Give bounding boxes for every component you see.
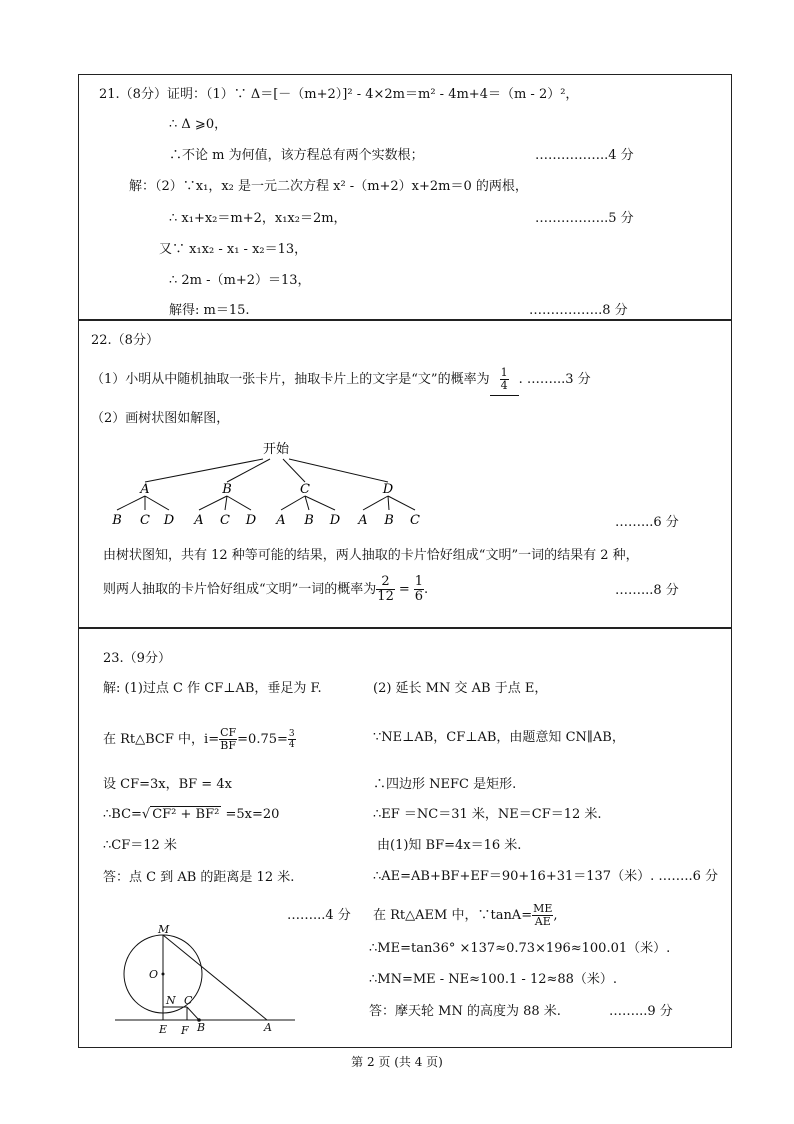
- text: =0.75=: [237, 732, 288, 747]
- q22-part1: [91, 365, 591, 396]
- tree-l1-node: B: [222, 482, 232, 497]
- q23-right-line6: ∴AE=AB+BF+EF＝90+16+31＝137（米）. ……..6 分: [373, 869, 719, 884]
- tree-l2-node: D: [329, 513, 341, 528]
- q22-conclusion-2: [103, 575, 428, 605]
- tree-l2-node: C: [410, 513, 420, 528]
- ratio-fraction: [219, 727, 237, 752]
- text: =5x=20: [221, 807, 280, 822]
- tan-fraction: [532, 903, 553, 928]
- q22-score-8: ……...8 分: [615, 583, 679, 598]
- q22-title: 22.（8分）: [91, 333, 159, 348]
- fraction-numerator: CF: [220, 726, 237, 739]
- tree-root-label: 开始: [262, 442, 290, 457]
- text: 在 Rt△AEM 中，∵tanA=: [373, 908, 533, 923]
- q23-right-line10: 答：摩天轮 MN 的高度为 88 米.: [369, 1004, 561, 1019]
- label-E: E: [159, 1023, 168, 1036]
- text: 在 Rt△BCF 中，i=: [103, 732, 220, 747]
- period: .: [424, 582, 429, 597]
- fraction-numerator: 1: [414, 574, 424, 589]
- label-O: O: [149, 968, 159, 981]
- fraction-denominator: AE: [534, 915, 551, 928]
- fraction-denominator: 12: [377, 589, 394, 604]
- ratio-fraction-simplified: [288, 729, 296, 750]
- text: ,: [553, 908, 558, 923]
- fraction-denominator: 6: [414, 589, 424, 604]
- fraction-numerator: ME: [533, 902, 553, 915]
- sqrt-radicand: CF² + BF²: [152, 807, 220, 822]
- q21-line1: 21.（8分）证明：（1）∵ Δ＝[－（m+2）]² - 4×2m＝m² - 4m+4＝（m - 2）²，: [99, 87, 579, 102]
- q21-score-4: ……………..4 分: [535, 148, 634, 163]
- q22-part1-score: . ……...3 分: [518, 372, 591, 387]
- q22-conclusion-1: 由树状图知，共有 12 种等可能的结果，两人抽取的卡片恰好组成“文明”一词的结果有 2 种，: [103, 548, 639, 563]
- tree-l2-node: C: [140, 513, 150, 528]
- label-M: M: [158, 925, 170, 936]
- q21-line8: 解得: m＝15.: [169, 303, 250, 318]
- q23-left-line1: 解: (1)过点 C 作 CF⊥AB，垂足为 F.: [103, 681, 322, 696]
- tree-l2-node: D: [163, 513, 175, 528]
- q22-score-6: ……...6 分: [615, 515, 679, 530]
- fraction-numerator: 1: [500, 366, 508, 379]
- q21-line5: ∴ x₁+x₂＝m+2，x₁x₂＝2m，: [169, 211, 347, 226]
- tree-l2-node: A: [194, 513, 204, 528]
- tree-l2-node: D: [245, 513, 257, 528]
- tree-l2-node: A: [358, 513, 368, 528]
- q21-line7: ∴ 2m -（m+2）＝13，: [169, 273, 311, 288]
- q21-line4: 解：（2）∵x₁，x₂ 是一元二次方程 x² -（m+2）x+2m＝0 的两根，: [129, 179, 528, 194]
- label-C: C: [184, 994, 193, 1007]
- line-CB: [187, 1007, 199, 1020]
- q22-prob-fraction-simplified: [414, 575, 424, 604]
- q23-right-line2: ∵NE⊥AB，CF⊥AB，由题意知 CN∥AB，: [373, 730, 625, 745]
- q23-right-line9: ∴MN=ME - NE≈100.1 - 12≈88（米）.: [369, 972, 618, 987]
- center-O: [162, 973, 165, 976]
- q22-box: [78, 320, 732, 628]
- q23-score-9: ……...9 分: [609, 1004, 673, 1019]
- label-A: A: [264, 1021, 272, 1034]
- q23-left-line5: ∴CF＝12 米: [103, 838, 177, 853]
- q23-left-line3: 设 CF=3x，BF = 4x: [103, 777, 232, 792]
- q23-score-4: ……...4 分: [287, 908, 351, 923]
- q22-tree-diagram: [105, 437, 445, 537]
- fraction-denominator: 4: [288, 740, 295, 750]
- q23-title: 23.（9分）: [103, 651, 171, 666]
- q22-part1-text: （1）小明从中随机抽取一张卡片，抽取卡片上的文字是“文”的概率为: [91, 372, 490, 387]
- q21-line6: 又∵ x₁x₂ - x₁ - x₂＝13，: [159, 242, 308, 257]
- q22-part2: （2）画树状图如解图，: [91, 411, 230, 426]
- q23-box: [78, 628, 732, 1048]
- q21-score-5: ……………..5 分: [535, 211, 634, 226]
- q22-conclusion-2-text: 则两人抽取的卡片恰好组成“文明”一词的概率为: [103, 582, 377, 597]
- page-footer: 第 2 页 (共 4 页): [351, 1055, 443, 1069]
- q21-score-8: ……………..8 分: [529, 303, 628, 318]
- tree-l2-node: C: [220, 513, 230, 528]
- q21-line3: ∴不论 m 为何值，该方程总有两个实数根；: [169, 148, 424, 163]
- q22-answer-blank: [490, 365, 519, 396]
- q22-answer-fraction: [500, 367, 509, 392]
- label-N: N: [166, 994, 176, 1007]
- q23-left-line2: [103, 725, 296, 755]
- fraction-denominator: BF: [220, 739, 236, 752]
- label-F: F: [181, 1024, 189, 1037]
- q23-left-line6: 答：点 C 到 AB 的距离是 12 米.: [103, 870, 295, 885]
- q23-right-line3: ∴四边形 NEFC 是矩形.: [373, 777, 517, 792]
- tree-l2-node: B: [304, 513, 314, 528]
- tree-l2-node: B: [384, 513, 394, 528]
- tree-lines: [117, 459, 415, 510]
- tree-l1-node: A: [140, 482, 150, 497]
- tree-l1-node: D: [382, 482, 394, 497]
- tree-l2-node: B: [112, 513, 122, 528]
- label-B: B: [197, 1021, 206, 1034]
- fraction-numerator: 2: [376, 575, 395, 590]
- tree-l2-node: A: [276, 513, 286, 528]
- q23-left-line4: [103, 807, 279, 823]
- sqrt-symbol: √: [141, 807, 151, 822]
- q23-right-line8: ∴ME=tan36° ×137≈0.73×196≈100.01（米）.: [369, 941, 671, 956]
- q23-ferris-wheel-figure: [115, 925, 305, 1045]
- tree-l1-node: C: [300, 482, 310, 497]
- fraction-numerator: 3: [288, 729, 295, 739]
- equals-sign: =: [398, 582, 410, 597]
- q23-right-line1: (2) 延长 MN 交 AB 于点 E，: [373, 681, 548, 696]
- q21-box: [78, 74, 732, 320]
- fraction-denominator: 4: [500, 379, 508, 392]
- q23-right-line7: [373, 901, 558, 931]
- q23-right-line5: 由(1)知 BF=4x＝16 米.: [377, 838, 522, 853]
- q23-right-line4: ∴EF ＝NC＝31 米，NE＝CF＝12 米.: [373, 807, 602, 822]
- text: ∴BC=: [103, 807, 142, 822]
- q21-line2: ∴ Δ ⩾0，: [169, 117, 228, 132]
- q22-prob-fraction: [376, 575, 395, 604]
